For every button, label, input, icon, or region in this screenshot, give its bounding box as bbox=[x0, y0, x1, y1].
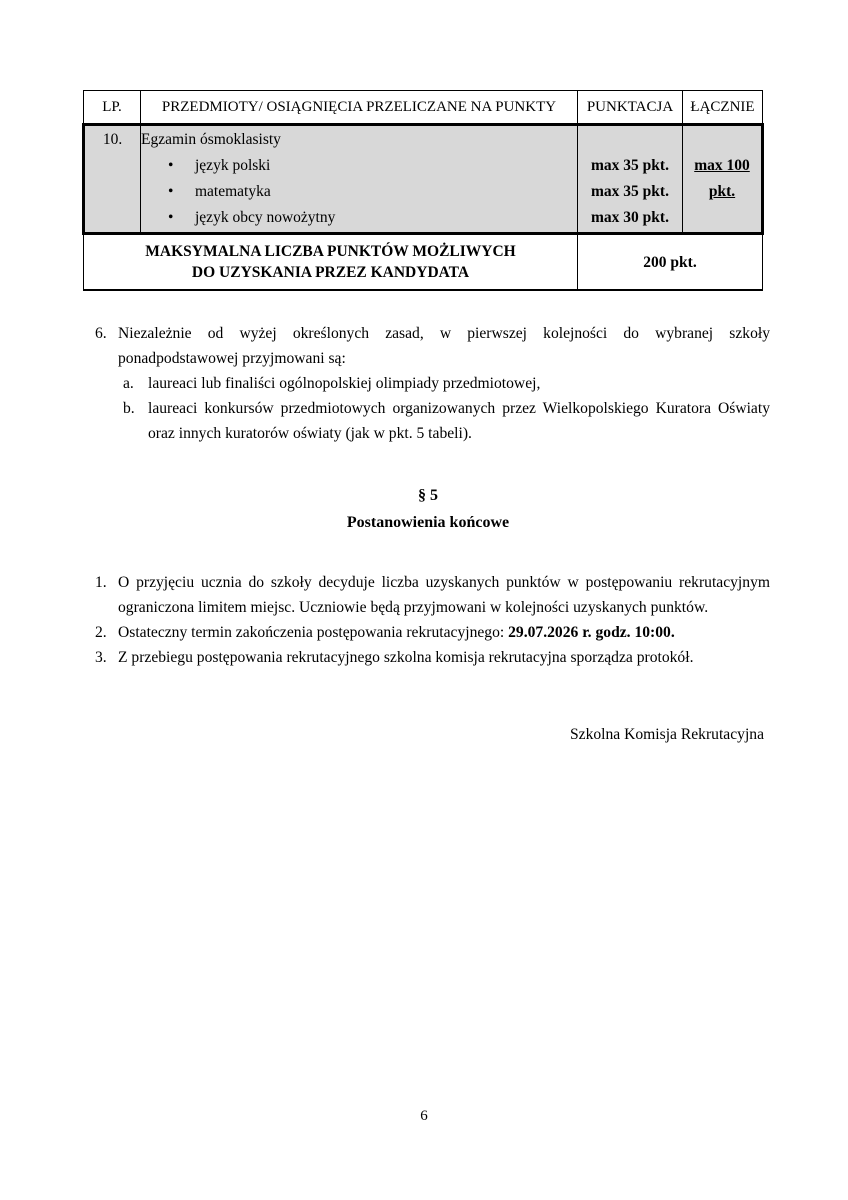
sub-item-a bbox=[123, 371, 770, 396]
page-number: 6 bbox=[420, 1108, 428, 1124]
text-line: ograniczona limitem miejsc. Uczniowie będą przyjmowani w kolejności uzyskanych punktów. bbox=[118, 599, 709, 616]
table-header-row bbox=[84, 91, 763, 125]
section-heading bbox=[4, 482, 848, 536]
summary-label-cell bbox=[84, 234, 578, 291]
text-segment: Ostateczny termin zakończenia postępowania rekrutacyjnego: bbox=[118, 624, 509, 641]
numbered-item-3 bbox=[95, 645, 770, 670]
table-row-exam bbox=[84, 125, 763, 234]
subject-polish: język polski bbox=[195, 157, 271, 174]
paragraph-item-6 bbox=[95, 321, 770, 446]
spacer bbox=[683, 127, 761, 153]
spacer bbox=[578, 127, 682, 153]
text-line: ponadpodstawowej przyjmowani są: bbox=[118, 350, 346, 367]
summary-value-cell: 200 pkt. bbox=[578, 234, 763, 291]
text-line: oraz innych kuratorów oświaty (jak w pkt. 5 tabeli). bbox=[148, 425, 472, 442]
sub-item-text bbox=[148, 396, 770, 446]
row-number: 10. bbox=[84, 125, 141, 234]
total-value-line2: pkt. bbox=[708, 183, 736, 200]
total-value-line1: max 100 bbox=[694, 157, 750, 174]
exam-points-cell bbox=[578, 125, 683, 234]
section-title: Postanowienia końcowe bbox=[346, 514, 510, 531]
numbered-item-2 bbox=[95, 620, 770, 645]
numbered-item bbox=[95, 321, 770, 371]
header-subjects: PRZEDMIOTY/ OSIĄGNIĘCIA PRZELICZANE NA PUNKTY bbox=[141, 91, 578, 125]
exam-total-cell bbox=[683, 125, 763, 234]
text-line: Niezależnie od wyżej określonych zasad, w pierwszej kolejności do wybranej szkoły bbox=[118, 325, 770, 342]
list-item bbox=[141, 179, 577, 205]
item-number: 1. bbox=[95, 574, 107, 591]
text-line: laureaci konkursów przedmiotowych organizowanych przez Wielkopolskiego Kuratora Oświaty bbox=[148, 400, 770, 417]
table-summary-row bbox=[84, 234, 763, 291]
summary-label-line2: DO UZYSKANIA PRZEZ KANDYDATA bbox=[191, 264, 470, 281]
header-points: PUNKTACJA bbox=[578, 91, 683, 125]
exam-title: Egzamin ósmoklasisty bbox=[141, 131, 281, 148]
item-number: 2. bbox=[95, 624, 107, 641]
points-table bbox=[82, 90, 764, 291]
list-item bbox=[141, 205, 577, 231]
item-text bbox=[118, 321, 770, 371]
item-number: 6. bbox=[95, 325, 107, 342]
bullet-icon: • bbox=[168, 157, 174, 174]
item-text bbox=[118, 570, 770, 620]
final-provisions-list bbox=[95, 570, 770, 670]
points-foreign-language: max 30 pkt. bbox=[591, 209, 669, 226]
subject-foreign-language: język obcy nowożytny bbox=[195, 209, 336, 226]
header-lp: LP. bbox=[84, 91, 141, 125]
sub-item-b bbox=[123, 396, 770, 446]
text-line: O przyjęciu ucznia do szkoły decyduje liczba uzyskanych punktów w postępowaniu rekrutacyjnym bbox=[118, 574, 770, 591]
exam-subjects-cell bbox=[141, 125, 578, 234]
numbered-item-1 bbox=[95, 570, 770, 620]
item-text bbox=[118, 620, 770, 645]
sub-item-letter: b. bbox=[123, 400, 135, 417]
subject-math: matematyka bbox=[195, 183, 271, 200]
item-number: 3. bbox=[95, 649, 107, 666]
section-symbol: § 5 bbox=[418, 487, 438, 504]
list-item bbox=[141, 153, 577, 179]
header-total: ŁĄCZNIE bbox=[683, 91, 763, 125]
signature-line: Szkolna Komisja Rekrutacyjna bbox=[569, 726, 764, 743]
item-text: Z przebiegu postępowania rekrutacyjnego szkolna komisja rekrutacyjna sporządza protokół. bbox=[118, 649, 694, 666]
points-math: max 35 pkt. bbox=[591, 183, 669, 200]
bullet-icon: • bbox=[168, 183, 174, 200]
sub-item-text: laureaci lub finaliści ogólnopolskiej olimpiady przedmiotowej, bbox=[148, 375, 541, 392]
summary-label-line1: MAKSYMALNA LICZBA PUNKTÓW MOŻLIWYCH bbox=[145, 243, 516, 260]
bullet-icon: • bbox=[168, 209, 174, 226]
deadline-bold-text: 29.07.2026 r. godz. 10:00. bbox=[508, 624, 675, 641]
points-polish: max 35 pkt. bbox=[591, 157, 669, 174]
sub-item-letter: a. bbox=[123, 375, 134, 392]
